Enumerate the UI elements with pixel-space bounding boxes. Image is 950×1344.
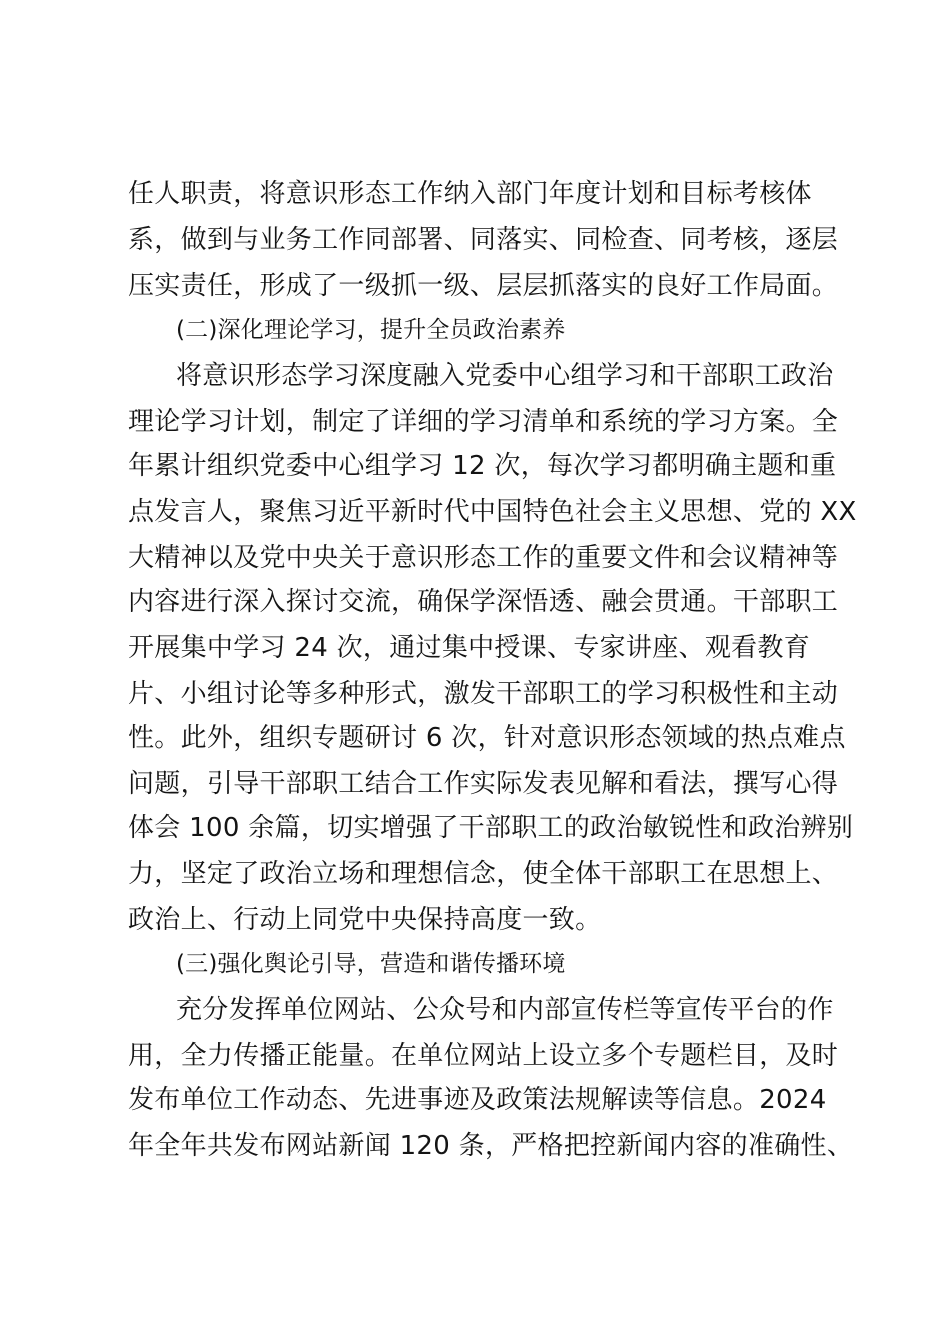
text-line: 用，全力传播正能量。在单位网站上设立多个专题栏目，及时: [128, 1041, 839, 1071]
text-line: 年累计组织党委中心组学习 12 次，每次学习都明确主题和重: [128, 451, 837, 481]
text-line: 政治上、行动上同党中央保持高度一致。: [128, 905, 602, 935]
paragraph-first-line: 将意识形态学习深度融入党委中心组学习和干部职工政治: [176, 361, 834, 391]
section-heading: (三)强化舆论引导，营造和谐传播环境: [176, 951, 566, 977]
text-line: 任人职责，将意识形态工作纳入部门年度计划和目标考核体: [128, 179, 812, 209]
text-line: 点发言人，聚焦习近平新时代中国特色社会主义思想、党的 XX: [128, 497, 857, 527]
text-line: 压实责任，形成了一级抓一级、层层抓落实的良好工作局面。: [128, 271, 839, 301]
paragraph-first-line: 充分发挥单位网站、公众号和内部宣传栏等宣传平台的作: [176, 995, 834, 1025]
text-line: 大精神以及党中央关于意识形态工作的重要文件和会议精神等: [128, 543, 839, 573]
text-line: 片、小组讨论等多种形式，激发干部职工的学习积极性和主动: [128, 679, 839, 709]
text-line: 体会 100 余篇，切实增强了干部职工的政治敏锐性和政治辨别: [128, 813, 854, 843]
text-line: 问题，引导干部职工结合工作实际发表见解和看法，撰写心得: [128, 769, 839, 799]
text-line: 发布单位工作动态、先进事迹及政策法规解读等信息。2024: [128, 1085, 827, 1115]
text-line: 力，坚定了政治立场和理想信念，使全体干部职工在思想上、: [128, 859, 839, 889]
text-line: 开展集中学习 24 次，通过集中授课、专家讲座、观看教育: [128, 633, 811, 663]
text-line: 内容进行深入探讨交流，确保学深悟透、融会贯通。干部职工: [128, 587, 839, 617]
text-line: 性。此外，组织专题研讨 6 次，针对意识形态领域的热点难点: [128, 723, 846, 753]
text-line: 系，做到与业务工作同部署、同落实、同检查、同考核，逐层: [128, 225, 839, 255]
section-heading: (二)深化理论学习，提升全员政治素养: [176, 317, 566, 343]
text-line: 年全年共发布网站新闻 120 条，严格把控新闻内容的准确性、: [128, 1131, 854, 1161]
text-line: 理论学习计划，制定了详细的学习清单和系统的学习方案。全: [128, 407, 839, 437]
